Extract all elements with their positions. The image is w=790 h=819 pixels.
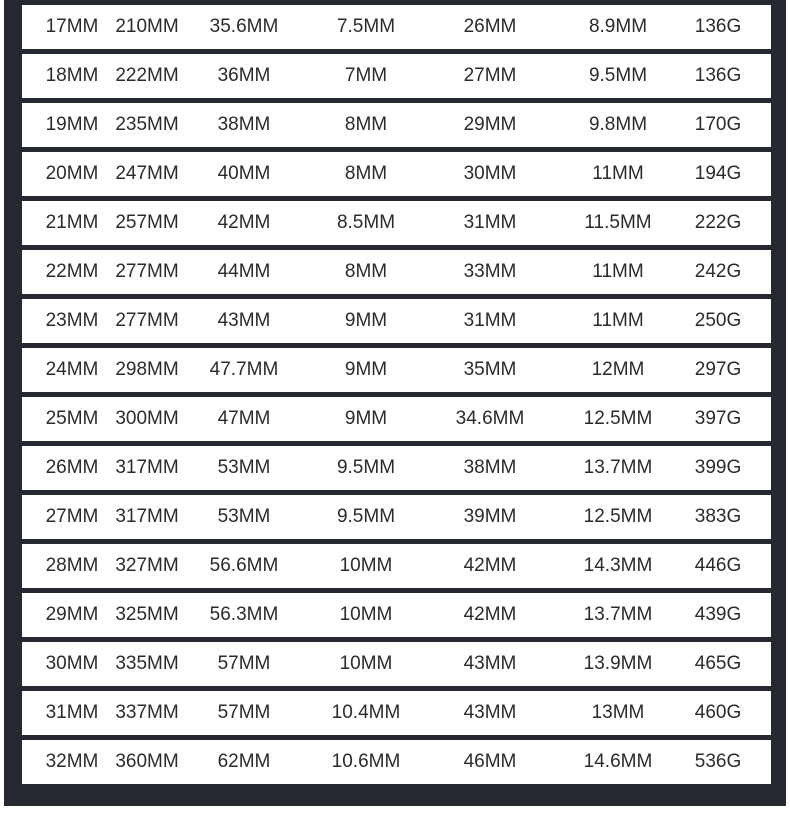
table-cell: 298MM <box>115 359 179 380</box>
table-cell: 13MM <box>591 702 645 723</box>
table-cell: 335MM <box>115 653 179 674</box>
table-cell: 35MM <box>463 359 517 380</box>
table-cell: 9.5MM <box>588 65 648 86</box>
table-cell: 31MM <box>463 310 517 331</box>
table-cell: 30MM <box>463 163 517 184</box>
table-cell: 277MM <box>115 310 179 331</box>
table-row <box>22 593 771 637</box>
table-cell: 44MM <box>217 261 271 282</box>
table-cell: 360MM <box>115 751 179 772</box>
table-cell: 9.5MM <box>336 457 396 478</box>
table-cell: 11MM <box>592 261 644 282</box>
table-cell: 247MM <box>115 163 179 184</box>
table-row <box>22 348 771 392</box>
table-cell: 397G <box>694 408 742 429</box>
table-row <box>22 103 771 147</box>
table-cell: 9.8MM <box>588 114 648 135</box>
table-cell: 24MM <box>45 359 99 380</box>
table-row <box>22 201 771 245</box>
table-cell: 23MM <box>45 310 99 331</box>
table-cell: 11MM <box>592 163 644 184</box>
table-row <box>22 446 771 490</box>
table-cell: 439G <box>694 604 742 625</box>
table-cell: 7.5MM <box>336 16 396 37</box>
table-cell: 297G <box>694 359 742 380</box>
table-row <box>22 250 771 294</box>
table-cell: 9.5MM <box>336 506 396 527</box>
table-cell: 43MM <box>463 702 517 723</box>
table-cell: 31MM <box>45 702 99 723</box>
table-cell: 9MM <box>344 310 388 331</box>
table-cell: 383G <box>694 506 742 527</box>
table-cell: 194G <box>694 163 742 184</box>
table-cell: 10MM <box>339 653 393 674</box>
table-cell: 12.5MM <box>583 506 653 527</box>
table-cell: 10.6MM <box>331 751 401 772</box>
table-cell: 222G <box>694 212 742 233</box>
table-cell: 21MM <box>45 212 99 233</box>
table-cell: 317MM <box>115 506 179 527</box>
table-row <box>22 5 771 49</box>
table-cell: 250G <box>694 310 742 331</box>
table-cell: 46MM <box>463 751 517 772</box>
size-table <box>22 5 771 789</box>
table-cell: 536G <box>694 751 742 772</box>
table-cell: 8.9MM <box>588 16 648 37</box>
table-cell: 56.6MM <box>209 555 279 576</box>
table-cell: 9MM <box>344 359 388 380</box>
table-cell: 18MM <box>45 65 99 86</box>
table-cell: 257MM <box>115 212 179 233</box>
table-cell: 20MM <box>45 163 99 184</box>
table-cell: 35.6MM <box>209 16 279 37</box>
table-cell: 210MM <box>115 16 179 37</box>
table-cell: 53MM <box>217 457 271 478</box>
table-cell: 26MM <box>45 457 99 478</box>
table-cell: 11MM <box>592 310 644 331</box>
table-cell: 57MM <box>217 653 271 674</box>
table-cell: 38MM <box>217 114 271 135</box>
table-row <box>22 740 771 784</box>
table-cell: 242G <box>694 261 742 282</box>
table-cell: 8MM <box>344 261 388 282</box>
table-cell: 460G <box>694 702 742 723</box>
table-cell: 327MM <box>115 555 179 576</box>
table-cell: 57MM <box>217 702 271 723</box>
table-cell: 13.9MM <box>583 653 653 674</box>
table-cell: 42MM <box>463 604 517 625</box>
table-cell: 43MM <box>217 310 271 331</box>
table-cell: 12MM <box>591 359 645 380</box>
table-cell: 13.7MM <box>583 457 653 478</box>
table-frame <box>4 0 786 806</box>
table-cell: 42MM <box>217 212 271 233</box>
table-cell: 300MM <box>115 408 179 429</box>
table-cell: 29MM <box>45 604 99 625</box>
table-cell: 17MM <box>45 16 99 37</box>
table-cell: 136G <box>694 16 742 37</box>
table-row <box>22 691 771 735</box>
table-row <box>22 299 771 343</box>
table-cell: 33MM <box>463 261 517 282</box>
table-row <box>22 397 771 441</box>
table-cell: 235MM <box>115 114 179 135</box>
table-cell: 325MM <box>115 604 179 625</box>
table-cell: 8.5MM <box>336 212 396 233</box>
table-cell: 10MM <box>339 604 393 625</box>
table-cell: 62MM <box>217 751 271 772</box>
table-cell: 56.3MM <box>209 604 279 625</box>
table-cell: 12.5MM <box>583 408 653 429</box>
table-row <box>22 544 771 588</box>
table-cell: 337MM <box>115 702 179 723</box>
table-cell: 11.5MM <box>584 212 652 233</box>
table-cell: 25MM <box>45 408 99 429</box>
table-cell: 317MM <box>115 457 179 478</box>
table-cell: 13.7MM <box>583 604 653 625</box>
table-row <box>22 642 771 686</box>
table-cell: 8MM <box>344 114 388 135</box>
table-cell: 27MM <box>45 506 99 527</box>
table-cell: 27MM <box>463 65 517 86</box>
table-cell: 38MM <box>463 457 517 478</box>
table-cell: 26MM <box>463 16 517 37</box>
table-cell: 31MM <box>463 212 517 233</box>
table-cell: 465G <box>694 653 742 674</box>
table-cell: 29MM <box>463 114 517 135</box>
table-cell: 136G <box>694 65 742 86</box>
table-cell: 277MM <box>115 261 179 282</box>
table-cell: 7MM <box>344 65 388 86</box>
table-cell: 10MM <box>339 555 393 576</box>
table-cell: 30MM <box>45 653 99 674</box>
table-cell: 47MM <box>217 408 271 429</box>
table-row <box>22 152 771 196</box>
table-cell: 10.4MM <box>331 702 401 723</box>
table-cell: 9MM <box>344 408 388 429</box>
table-cell: 39MM <box>463 506 517 527</box>
table-cell: 8MM <box>344 163 388 184</box>
table-row <box>22 495 771 539</box>
table-cell: 40MM <box>217 163 271 184</box>
table-cell: 22MM <box>45 261 99 282</box>
table-cell: 28MM <box>45 555 99 576</box>
table-cell: 42MM <box>463 555 517 576</box>
table-cell: 222MM <box>115 65 179 86</box>
table-cell: 399G <box>694 457 742 478</box>
table-cell: 446G <box>694 555 742 576</box>
table-cell: 47.7MM <box>209 359 279 380</box>
table-cell: 170G <box>694 114 742 135</box>
table-cell: 14.6MM <box>583 751 653 772</box>
table-cell: 43MM <box>463 653 517 674</box>
table-cell: 53MM <box>217 506 271 527</box>
table-cell: 19MM <box>45 114 99 135</box>
table-row <box>22 54 771 98</box>
table-cell: 14.3MM <box>583 555 653 576</box>
table-cell: 32MM <box>45 751 99 772</box>
table-cell: 36MM <box>217 65 271 86</box>
table-cell: 34.6MM <box>455 408 525 429</box>
